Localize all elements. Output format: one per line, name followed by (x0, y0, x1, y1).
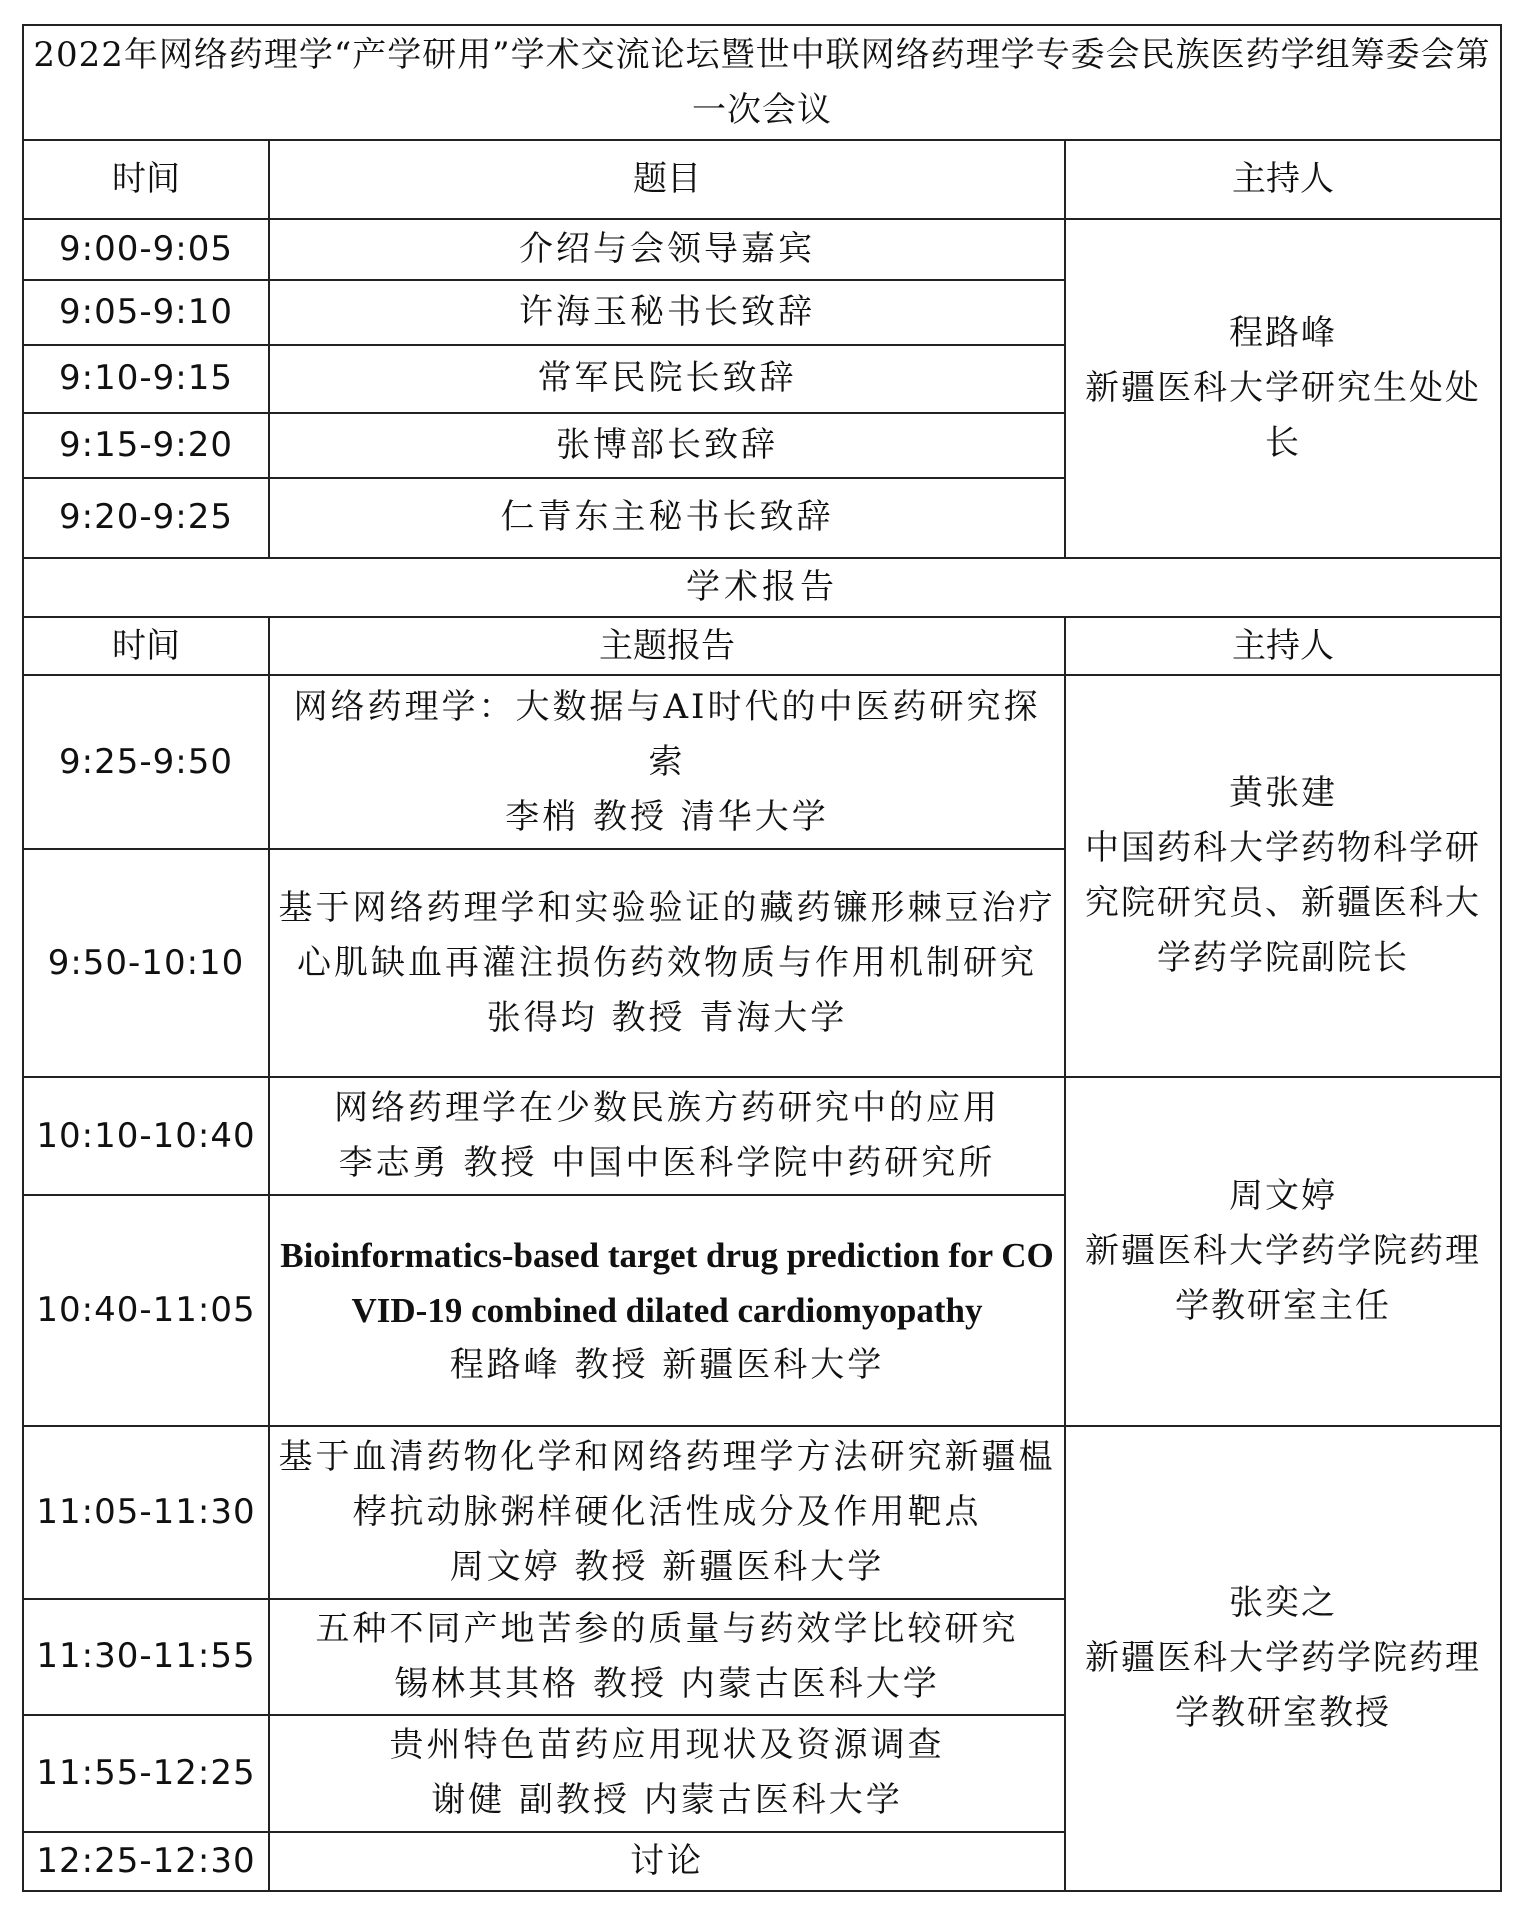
talk-speaker: 程路峰 教授 新疆医科大学 (449, 1344, 885, 1385)
host-title: 新疆医科大学药学院药理学教研室教授 (1085, 1637, 1481, 1733)
opening-row (23, 219, 1501, 280)
talk-title: 贵州特色苗药应用现状及资源调查 (389, 1725, 945, 1766)
discussion-cell (269, 1832, 1065, 1891)
header-time: 时间 (23, 140, 269, 218)
talk-time: 12:25-12:30 (23, 1832, 269, 1891)
talk-title: 五种不同产地苦参的质量与药效学比较研究 (315, 1608, 1019, 1649)
talk-time: 10:40-11:05 (23, 1195, 269, 1426)
opening-time: 9:20-9:25 (23, 478, 269, 558)
talk-cell (269, 1077, 1065, 1195)
talk-cell (269, 1426, 1065, 1599)
host-title: 中国药科大学药物科学研究院研究员、新疆医科大学药学院副院长 (1085, 828, 1481, 979)
header-host: 主持人 (1065, 617, 1501, 676)
agenda-table (22, 24, 1502, 1892)
talk-cell (269, 849, 1065, 1078)
talk-cell (269, 1715, 1065, 1833)
opening-topic: 许海玉秘书长致辞 (269, 280, 1065, 345)
section-row (23, 558, 1501, 617)
talk-speaker: 李梢 教授 清华大学 (505, 796, 829, 837)
talk-speaker: 周文婷 教授 新疆医科大学 (449, 1547, 885, 1587)
talk-title: 讨论 (630, 1841, 704, 1882)
talk-row (23, 1426, 1501, 1599)
header-topic: 主题报告 (269, 617, 1065, 676)
talk-row (23, 675, 1501, 848)
opening-topic: 张博部长致辞 (269, 413, 1065, 478)
talk-title: 网络药理学：大数据与AI时代的中医药研究探索 (293, 686, 1041, 782)
header-topic: 题目 (269, 140, 1065, 218)
talk-time: 11:30-11:55 (23, 1599, 269, 1714)
host-title: 新疆医科大学药学院药理学教研室主任 (1085, 1231, 1481, 1327)
opening-topic: 常军民院长致辞 (269, 345, 1065, 413)
opening-topic: 仁青东主秘书长致辞 (269, 478, 1065, 558)
meeting-title: 2022年网络药理学“产学研用”学术交流论坛暨世中联网络药理学专委会民族医药学组筹委会第一次会议 (23, 25, 1501, 140)
header-host: 主持人 (1065, 140, 1501, 218)
talk-speaker: 锡林其其格 教授 内蒙古医科大学 (394, 1663, 940, 1704)
opening-time: 9:05-9:10 (23, 280, 269, 345)
host-name: 程路峰 (1229, 312, 1337, 353)
opening-time: 9:15-9:20 (23, 413, 269, 478)
talk-title: 基于血清药物化学和网络药理学方法研究新疆榅桲抗动脉粥样硬化活性成分及作用靶点 (278, 1437, 1056, 1532)
talk-time: 11:55-12:25 (23, 1715, 269, 1833)
talk-time: 10:10-10:40 (23, 1077, 269, 1195)
opening-time: 9:10-9:15 (23, 345, 269, 413)
host-cell (1065, 1077, 1501, 1425)
talk-time: 9:25-9:50 (23, 675, 269, 848)
talk-speaker: 谢健 副教授 内蒙古医科大学 (431, 1780, 903, 1821)
talk-cell (269, 1599, 1065, 1714)
opening-time: 9:00-9:05 (23, 219, 269, 280)
host-name: 周文婷 (1229, 1176, 1337, 1217)
talk-row (23, 1077, 1501, 1195)
section-title: 学术报告 (23, 558, 1501, 617)
talk-title: 网络药理学在少数民族方药研究中的应用 (334, 1088, 1000, 1129)
title-row (23, 25, 1501, 140)
host-name: 张奕之 (1229, 1582, 1337, 1623)
header-row (23, 140, 1501, 218)
host-name: 黄张建 (1229, 773, 1337, 814)
host-cell (1065, 675, 1501, 1077)
academic-header-row (23, 617, 1501, 676)
host-title: 新疆医科大学研究生处处长 (1085, 367, 1481, 463)
opening-host-cell (1065, 219, 1501, 558)
talk-cell (269, 1195, 1065, 1426)
talk-speaker: 李志勇 教授 中国中医科学院中药研究所 (338, 1143, 996, 1184)
talk-time: 9:50-10:10 (23, 849, 269, 1078)
talk-time: 11:05-11:30 (23, 1426, 269, 1599)
host-cell (1065, 1426, 1501, 1891)
talk-speaker: 张得均 教授 青海大学 (486, 997, 848, 1038)
talk-title: Bioinformatics-based target drug prediction for COVID-19 combined dilated cardiomyopathy (280, 1235, 1054, 1330)
opening-topic: 介绍与会领导嘉宾 (269, 219, 1065, 280)
header-time: 时间 (23, 617, 269, 676)
talk-title: 基于网络药理学和实验验证的藏药镰形棘豆治疗心肌缺血再灌注损伤药效物质与作用机制研究 (278, 887, 1056, 983)
talk-cell (269, 675, 1065, 848)
